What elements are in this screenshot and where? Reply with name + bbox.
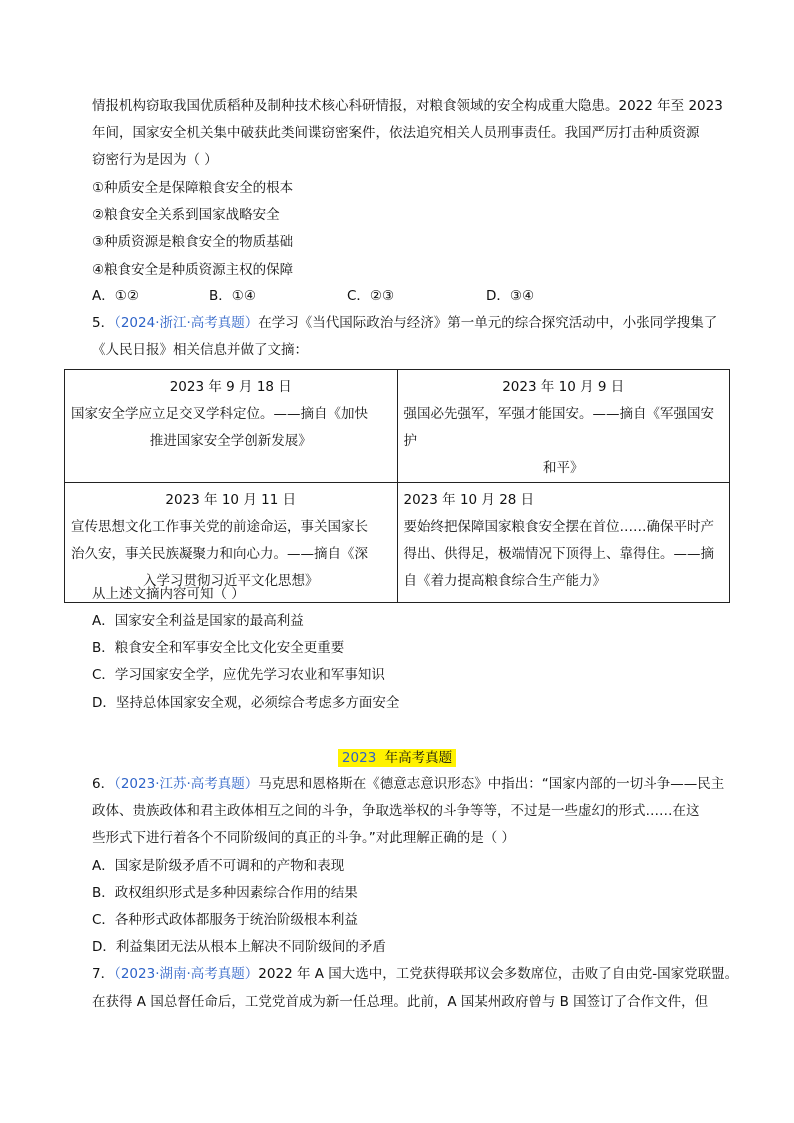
q5-cell-2 — [397, 370, 730, 483]
q5-cell-1-date: 2023 年 9 月 18 日 — [169, 379, 292, 395]
q4-item-4: ④粮食安全是种质资源主权的保障 — [92, 262, 294, 278]
section-heading — [0, 746, 794, 766]
q5-cell-2-line-1: 强国必先强军，军强才能国安。——摘自《军强国安护 — [403, 406, 714, 449]
q4-item-3: ③种质资源是粮食安全的物质基础 — [92, 234, 294, 250]
q5-cell-4-line-3: 自《着力提高粮食综合生产能力》 — [403, 573, 606, 589]
q5-cell-4 — [397, 483, 730, 603]
q6-stem-line-1 — [92, 775, 724, 793]
section-title: 年高考真题 — [380, 750, 453, 766]
section-heading-highlight — [338, 749, 456, 767]
q7-stem-line-1 — [92, 965, 738, 983]
q5-cell-1-line-1: 国家安全学应立足交叉学科定位。——摘自《加快 — [71, 406, 368, 422]
q5-stem-text: 在学习《当代国际政治与经济》第一单元的综合探究活动中，小张同学搜集了 — [258, 315, 718, 331]
q5-stem-line-2: 《人民日报》相关信息并做了文摘： — [92, 342, 308, 358]
q5-cell-3-line-3: 入学习贯彻习近平文化思想》 — [143, 573, 319, 589]
q4-option-a: A．①② — [92, 288, 139, 304]
q6-option-c: C．各种形式政体都服务于统治阶级根本利益 — [92, 912, 358, 928]
q5-excerpt-table — [64, 369, 730, 603]
q5-cell-2-line-2: 和平》 — [543, 460, 584, 476]
q5-cell-4-line-1: 要始终把保障国家粮食安全摆在首位……确保平时产 — [403, 519, 714, 535]
q5-cell-4-line-2: 得出、供得足，极端情况下顶得上、靠得住。——摘 — [403, 546, 714, 562]
q6-option-b: B．政权组织形式是多种因素综合作用的结果 — [92, 885, 358, 901]
q6-number: 6． — [92, 776, 115, 792]
q7-stem-text: 2022 年 A 国大选中，工党获得联邦议会多数席位，击败了自由党-国家党联盟。 — [258, 966, 739, 982]
q7-number: 7． — [92, 966, 115, 982]
q5-source: （2024·浙江·高考真题） — [114, 315, 259, 331]
q5-number: 5． — [92, 315, 115, 331]
q4-stem-line-3: 窃密行为是因为（ ） — [92, 152, 218, 168]
q6-stem-line-3: 些形式下进行着各个不同阶级间的真正的斗争。”对此理解正确的是（ ） — [92, 830, 516, 846]
q4-item-2: ②粮食安全关系到国家战略安全 — [92, 207, 280, 223]
q5-option-d: D．坚持总体国家安全观，必须综合考虑多方面安全 — [92, 695, 400, 711]
q6-option-a: A．国家是阶级矛盾不可调和的产物和表现 — [92, 858, 345, 874]
q5-cell-3-date: 2023 年 10 月 11 日 — [165, 492, 297, 508]
q5-question: 从上述文摘内容可知（ ） — [92, 586, 245, 602]
q5-cell-1-line-2: 推进国家安全学创新发展》 — [149, 433, 312, 449]
q5-cell-1 — [65, 370, 398, 483]
q6-stem-line-2: 政体、贵族政体和君主政体相互之间的斗争，争取选举权的斗争等等，不过是一些虚幻的形式……在这 — [92, 803, 700, 819]
q4-option-b: B．①④ — [209, 288, 256, 304]
q7-stem-line-2: 在获得 A 国总督任命后，工党党首成为新一任总理。此前，A 国某州政府曾与 B 国签订了合作文件，但 — [92, 994, 709, 1010]
q5-cell-3-line-2: 治久安，事关民族凝聚力和向心力。——摘自《深 — [71, 546, 368, 562]
q4-option-d: D．③④ — [486, 288, 535, 304]
q4-item-1: ①种质安全是保障粮食安全的根本 — [92, 180, 294, 196]
q4-stem-line-2: 年间，国家安全机关集中破获此类间谍窃密案件，依法追究相关人员刑事责任。我国严厉打击种质资源 — [92, 125, 700, 141]
q5-cell-3-line-1: 宣传思想文化工作事关党的前途命运，事关国家长 — [71, 519, 368, 535]
q4-stem-line-1: 情报机构窃取我国优质稻种及制种技术核心科研情报，对粮食领域的安全构成重大隐患。2022 年至 2023 — [92, 98, 723, 114]
q5-option-a: A．国家安全利益是国家的最高利益 — [92, 613, 304, 629]
q5-cell-4-date: 2023 年 10 月 28 日 — [403, 492, 535, 508]
section-year: 2023 — [341, 750, 377, 766]
q5-option-c: C．学习国家安全学，应优先学习农业和军事知识 — [92, 667, 385, 683]
q4-option-c: C．②③ — [347, 288, 395, 304]
q5-stem-line-1 — [92, 314, 717, 332]
q5-option-b: B．粮食安全和军事安全比文化安全更重要 — [92, 640, 345, 656]
q6-option-d: D．利益集团无法从根本上解决不同阶级间的矛盾 — [92, 939, 386, 955]
q4-options — [92, 287, 732, 307]
q6-source: （2023·江苏·高考真题） — [114, 776, 259, 792]
q5-cell-2-date: 2023 年 10 月 9 日 — [502, 379, 625, 395]
q6-stem-text: 马克思和恩格斯在《德意志意识形态》中指出：“国家内部的一切斗争——民主 — [258, 776, 725, 792]
q7-source: （2023·湖南·高考真题） — [114, 966, 259, 982]
